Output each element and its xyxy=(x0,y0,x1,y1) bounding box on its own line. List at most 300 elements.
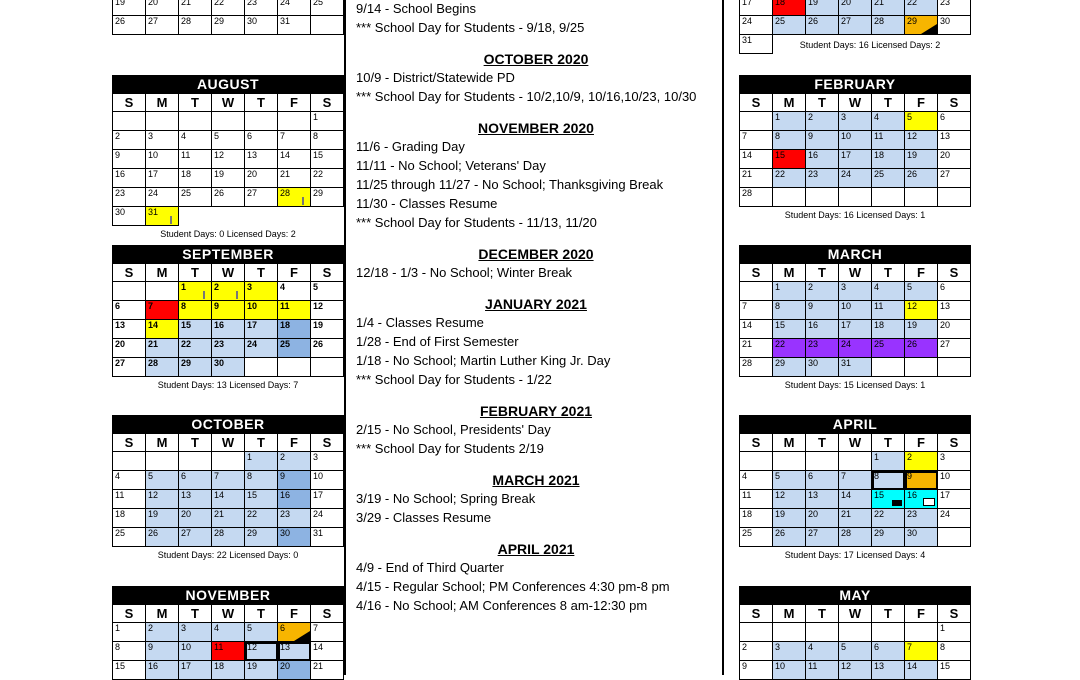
weekday-header: W xyxy=(212,605,245,623)
day: 21 xyxy=(740,339,773,358)
day: 4 xyxy=(740,471,773,490)
day: 14 xyxy=(278,150,311,169)
day-school: 25 xyxy=(278,339,311,358)
weekday-header: T xyxy=(179,605,212,623)
day: 3 xyxy=(311,452,344,471)
day-school: 28 xyxy=(146,358,179,377)
event-item: 4/16 - No School; AM Conferences 8 am-12:30 pm xyxy=(356,598,648,613)
day xyxy=(938,188,971,207)
weekday-header: T xyxy=(806,94,839,112)
day: 28 xyxy=(740,358,773,377)
day-school: 12 xyxy=(905,131,938,150)
weekday-header: S xyxy=(740,264,773,282)
day: 15 xyxy=(113,661,146,680)
day: 27 xyxy=(245,188,278,207)
section-heading: FEBRUARY 2021 xyxy=(479,403,593,419)
day-school: 24 xyxy=(839,169,872,188)
calendar-november xyxy=(112,586,344,680)
days-note: Student Days: 16 Licensed Days: 1 xyxy=(784,210,926,220)
day-school: 16 xyxy=(806,320,839,339)
day-school: 11 xyxy=(872,301,905,320)
section-heading: DECEMBER 2020 xyxy=(478,246,594,262)
day: 23 xyxy=(113,188,146,207)
day-school: 9 xyxy=(146,642,179,661)
day-school: 19 xyxy=(773,509,806,528)
empty xyxy=(278,207,311,226)
day-school: 12 xyxy=(839,661,872,680)
day-school: 4 xyxy=(872,112,905,131)
day: 16 xyxy=(113,169,146,188)
day-school: 23 xyxy=(278,509,311,528)
event-item: *** School Day for Students - 10/2,10/9, 10/16,10/23, 10/30 xyxy=(356,89,697,104)
weekday-header: S xyxy=(113,94,146,112)
day-licensed: 10 xyxy=(245,301,278,320)
day-licensed: 2 xyxy=(905,452,938,471)
day-school: 2 xyxy=(806,282,839,301)
day-school: 8 xyxy=(773,301,806,320)
day-school: 2 xyxy=(806,112,839,131)
day-school: 1 xyxy=(773,282,806,301)
day-school: 18 xyxy=(212,661,245,680)
day-school: 22 xyxy=(905,0,938,16)
day-school: 10 xyxy=(773,661,806,680)
day: 29 xyxy=(311,188,344,207)
day-school: 3 xyxy=(839,112,872,131)
calendar-march xyxy=(739,245,971,390)
weekday-header: S xyxy=(740,605,773,623)
event-item: 3/19 - No School; Spring Break xyxy=(356,491,536,506)
day-school: 2 xyxy=(146,623,179,642)
empty xyxy=(179,207,212,226)
day: 20 xyxy=(146,0,179,16)
day xyxy=(773,623,806,642)
day: 21 xyxy=(179,0,212,16)
day xyxy=(311,16,344,35)
day xyxy=(245,358,278,377)
weekday-header: S xyxy=(113,434,146,452)
day-school: 30 xyxy=(806,358,839,377)
day: 21 xyxy=(740,169,773,188)
day-school: 26 xyxy=(146,528,179,547)
weekday-header: M xyxy=(773,605,806,623)
day: 28 xyxy=(179,16,212,35)
calendar-october xyxy=(112,415,344,560)
day-school: 9 xyxy=(806,301,839,320)
day-school: 30 xyxy=(905,528,938,547)
empty xyxy=(212,207,245,226)
day: 30 xyxy=(113,207,146,226)
day-school: 4 xyxy=(806,642,839,661)
weekday-header: F xyxy=(278,434,311,452)
weekday-header: T xyxy=(872,434,905,452)
day-school: 6 xyxy=(179,471,212,490)
weekday-header: S xyxy=(311,94,344,112)
day-school: 7 xyxy=(839,471,872,490)
empty xyxy=(938,35,971,54)
day-school: 8 xyxy=(773,131,806,150)
day-break: 22 xyxy=(773,339,806,358)
day-school: 23 xyxy=(905,509,938,528)
day-school: 6 xyxy=(806,471,839,490)
weekday-header: W xyxy=(212,94,245,112)
day-school: 3 xyxy=(179,623,212,642)
day: 24 xyxy=(938,509,971,528)
day-school: 12 xyxy=(773,490,806,509)
marker xyxy=(236,291,238,299)
day: 9 xyxy=(113,150,146,169)
weekday-header: T xyxy=(245,264,278,282)
day-holiday: 7 xyxy=(146,301,179,320)
empty xyxy=(806,35,839,54)
day-school: 24 xyxy=(245,339,278,358)
day: 11 xyxy=(740,490,773,509)
day-school: 4 xyxy=(212,623,245,642)
event-item: 11/25 through 11/27 - No School; Thanksgiving Break xyxy=(356,177,664,192)
event-item: 2/15 - No School, Presidents' Day xyxy=(356,422,551,437)
day-licensed: 28 xyxy=(278,188,311,207)
day: 11 xyxy=(113,490,146,509)
day-school: 16 xyxy=(806,150,839,169)
weekday-header: M xyxy=(773,264,806,282)
day xyxy=(806,452,839,471)
day: 17 xyxy=(740,0,773,16)
weekday-header: T xyxy=(179,434,212,452)
day: 25 xyxy=(113,528,146,547)
day: 8 xyxy=(311,131,344,150)
day-school: 20 xyxy=(179,509,212,528)
day: 6 xyxy=(113,301,146,320)
day-school: 13 xyxy=(179,490,212,509)
day-school: 12 xyxy=(245,642,278,661)
day xyxy=(278,112,311,131)
day-school: 16 xyxy=(146,661,179,680)
column-divider-left xyxy=(344,0,346,675)
weekday-header: S xyxy=(740,434,773,452)
day: 2 xyxy=(113,131,146,150)
day: 10 xyxy=(938,471,971,490)
day: 19 xyxy=(212,169,245,188)
section-heading: APRIL 2021 xyxy=(497,541,575,557)
day: 7 xyxy=(740,301,773,320)
day-school: 11 xyxy=(806,661,839,680)
day-grading: 29 xyxy=(905,16,938,35)
day xyxy=(212,112,245,131)
days-note: Student Days: 15 Licensed Days: 1 xyxy=(784,380,926,390)
day: 20 xyxy=(245,169,278,188)
day-licensed: 2 xyxy=(212,282,245,301)
day xyxy=(113,452,146,471)
day: 31 xyxy=(740,35,773,54)
day xyxy=(806,623,839,642)
day: 18 xyxy=(113,509,146,528)
event-item: *** School Day for Students - 11/13, 11/20 xyxy=(356,215,597,230)
empty xyxy=(872,35,905,54)
day-school: 15 xyxy=(179,320,212,339)
day-licensed: 7 xyxy=(905,642,938,661)
weekday-header: F xyxy=(278,94,311,112)
day: 24 xyxy=(278,0,311,16)
day-school: 1 xyxy=(872,452,905,471)
month-title: FEBRUARY xyxy=(739,75,971,93)
weekday-header: F xyxy=(278,264,311,282)
calendar-top-left xyxy=(112,0,344,35)
day: 3 xyxy=(938,452,971,471)
weekday-header: W xyxy=(839,605,872,623)
empty xyxy=(311,207,344,226)
marker xyxy=(294,631,310,641)
day: 24 xyxy=(146,188,179,207)
events-list xyxy=(356,0,716,615)
day: 31 xyxy=(278,16,311,35)
day xyxy=(113,282,146,301)
day-break: 26 xyxy=(905,339,938,358)
day: 7 xyxy=(278,131,311,150)
day-holiday: 18 xyxy=(773,0,806,16)
day-school: 7 xyxy=(212,471,245,490)
day-school: 30 xyxy=(278,528,311,547)
day: 10 xyxy=(146,150,179,169)
day-school: 4 xyxy=(872,282,905,301)
weekday-header: F xyxy=(905,434,938,452)
weekday-header: W xyxy=(839,434,872,452)
weekday-header: M xyxy=(773,94,806,112)
day xyxy=(806,188,839,207)
day: 21 xyxy=(278,169,311,188)
month-title: MARCH xyxy=(739,245,971,263)
day-school: 13 xyxy=(872,661,905,680)
weekday-header: W xyxy=(839,94,872,112)
weekday-header: T xyxy=(245,434,278,452)
day: 17 xyxy=(146,169,179,188)
day xyxy=(740,623,773,642)
day-licensed: 31 xyxy=(146,207,179,226)
event-item: 9/14 - School Begins xyxy=(356,1,476,16)
day-school: 18 xyxy=(872,150,905,169)
day: 21 xyxy=(311,661,344,680)
day-school: 17 xyxy=(245,320,278,339)
event-item: *** School Day for Students - 9/18, 9/25 xyxy=(356,20,585,35)
day xyxy=(905,358,938,377)
day-school: 26 xyxy=(905,169,938,188)
weekday-header: W xyxy=(839,264,872,282)
day xyxy=(872,623,905,642)
day: 27 xyxy=(146,16,179,35)
day xyxy=(839,452,872,471)
day xyxy=(179,452,212,471)
weekday-header: M xyxy=(146,94,179,112)
weekday-header: S xyxy=(113,264,146,282)
day: 25 xyxy=(311,0,344,16)
weekday-header: T xyxy=(806,605,839,623)
day-school: 29 xyxy=(179,358,212,377)
day xyxy=(179,112,212,131)
day: 20 xyxy=(938,150,971,169)
day: 24 xyxy=(311,509,344,528)
day xyxy=(245,112,278,131)
empty xyxy=(773,35,806,54)
weekday-header: S xyxy=(938,605,971,623)
day: 27 xyxy=(938,169,971,188)
day xyxy=(146,282,179,301)
weekday-header: S xyxy=(113,605,146,623)
day: 17 xyxy=(311,490,344,509)
day xyxy=(278,358,311,377)
day: 4 xyxy=(179,131,212,150)
day: 8 xyxy=(938,642,971,661)
day: 20 xyxy=(938,320,971,339)
day xyxy=(146,452,179,471)
day-school: 29 xyxy=(773,358,806,377)
weekday-header: F xyxy=(905,94,938,112)
day-conference: 15 xyxy=(872,490,905,509)
day: 23 xyxy=(245,0,278,16)
day: 2 xyxy=(740,642,773,661)
month-title: AUGUST xyxy=(112,75,344,93)
weekday-header: T xyxy=(872,264,905,282)
day-school: 20 xyxy=(806,509,839,528)
event-item: 1/28 - End of First Semester xyxy=(356,334,519,349)
day-break: 23 xyxy=(806,339,839,358)
weekday-header: T xyxy=(245,605,278,623)
day: 6 xyxy=(245,131,278,150)
day-licensed: 14 xyxy=(146,320,179,339)
day-school: 26 xyxy=(773,528,806,547)
day: 27 xyxy=(113,358,146,377)
weekday-header: M xyxy=(146,434,179,452)
day-school: 21 xyxy=(212,509,245,528)
day xyxy=(872,188,905,207)
day-school: 20 xyxy=(839,0,872,16)
day-school: 10 xyxy=(179,642,212,661)
day-school: 13 xyxy=(278,642,311,661)
am-marker xyxy=(923,498,935,506)
weekday-header: S xyxy=(311,264,344,282)
calendar-top-right xyxy=(739,0,971,50)
day: 12 xyxy=(212,150,245,169)
day-school: 16 xyxy=(212,320,245,339)
day: 26 xyxy=(113,16,146,35)
day: 25 xyxy=(740,528,773,547)
day-grading: 9 xyxy=(905,471,938,490)
day-school: 29 xyxy=(245,528,278,547)
marker xyxy=(170,216,172,224)
calendar-february xyxy=(739,75,971,220)
day: 31 xyxy=(311,528,344,547)
weekday-header: T xyxy=(872,605,905,623)
event-item: 12/18 - 1/3 - No School; Winter Break xyxy=(356,265,573,280)
calendar-september xyxy=(112,245,344,390)
day: 23 xyxy=(938,0,971,16)
event-item: 10/9 - District/Statewide PD xyxy=(356,70,515,85)
day-school: 17 xyxy=(839,320,872,339)
event-item: 11/30 - Classes Resume xyxy=(356,196,498,211)
day-conference: 16 xyxy=(905,490,938,509)
day: 14 xyxy=(740,320,773,339)
day-school: 17 xyxy=(839,150,872,169)
weekday-header: T xyxy=(806,264,839,282)
section-heading: MARCH 2021 xyxy=(492,472,580,488)
day-school: 30 xyxy=(212,358,245,377)
weekday-header: T xyxy=(179,264,212,282)
day-school: 3 xyxy=(839,282,872,301)
month-title: SEPTEMBER xyxy=(112,245,344,263)
day-school: 9 xyxy=(278,471,311,490)
day-school: 2 xyxy=(278,452,311,471)
day-school: 19 xyxy=(905,320,938,339)
day-school: 11 xyxy=(872,131,905,150)
weekday-header: S xyxy=(311,605,344,623)
day-school: 5 xyxy=(905,282,938,301)
day xyxy=(773,188,806,207)
month-title: MAY xyxy=(739,586,971,604)
day-holiday: 11 xyxy=(212,642,245,661)
day: 13 xyxy=(245,150,278,169)
day-school: 29 xyxy=(872,528,905,547)
day-break: 25 xyxy=(872,339,905,358)
day-school: 22 xyxy=(245,509,278,528)
day-break: 24 xyxy=(839,339,872,358)
day: 13 xyxy=(938,131,971,150)
day-school: 25 xyxy=(773,16,806,35)
day-school: 23 xyxy=(806,169,839,188)
day-school: 5 xyxy=(839,642,872,661)
day: 6 xyxy=(938,282,971,301)
day-school: 28 xyxy=(839,528,872,547)
month-title: OCTOBER xyxy=(112,415,344,433)
day-licensed: 12 xyxy=(905,301,938,320)
day xyxy=(872,358,905,377)
day: 26 xyxy=(212,188,245,207)
day: 27 xyxy=(938,339,971,358)
day: 22 xyxy=(311,169,344,188)
day: 8 xyxy=(113,642,146,661)
day-school: 22 xyxy=(773,169,806,188)
day xyxy=(212,452,245,471)
event-item: 1/4 - Classes Resume xyxy=(356,315,484,330)
day-school: 6 xyxy=(872,642,905,661)
day: 5 xyxy=(311,282,344,301)
day-school: 20 xyxy=(278,661,311,680)
day-licensed: 5 xyxy=(905,112,938,131)
day: 18 xyxy=(740,509,773,528)
days-note: Student Days: 16 Licensed Days: 2 xyxy=(799,40,941,50)
day-school: 25 xyxy=(872,169,905,188)
calendar-august xyxy=(112,75,344,239)
weekday-header: M xyxy=(773,434,806,452)
weekday-header: S xyxy=(938,434,971,452)
day-school: 5 xyxy=(773,471,806,490)
section-heading: JANUARY 2021 xyxy=(485,296,587,312)
days-note: Student Days: 0 Licensed Days: 2 xyxy=(160,229,296,239)
day: 9 xyxy=(740,661,773,680)
day-school: 10 xyxy=(839,131,872,150)
day: 4 xyxy=(278,282,311,301)
marker xyxy=(302,197,304,205)
weekday-header: F xyxy=(278,605,311,623)
weekday-header: M xyxy=(146,605,179,623)
day-school: 16 xyxy=(278,490,311,509)
event-item: 11/11 - No School; Veterans' Day xyxy=(356,158,546,173)
day-licensed: 9 xyxy=(212,301,245,320)
day-school: 21 xyxy=(872,0,905,16)
day xyxy=(740,282,773,301)
weekday-header: T xyxy=(806,434,839,452)
day: 6 xyxy=(938,112,971,131)
day xyxy=(905,188,938,207)
day: 4 xyxy=(113,471,146,490)
day-school: 8 xyxy=(872,471,905,490)
day xyxy=(311,358,344,377)
